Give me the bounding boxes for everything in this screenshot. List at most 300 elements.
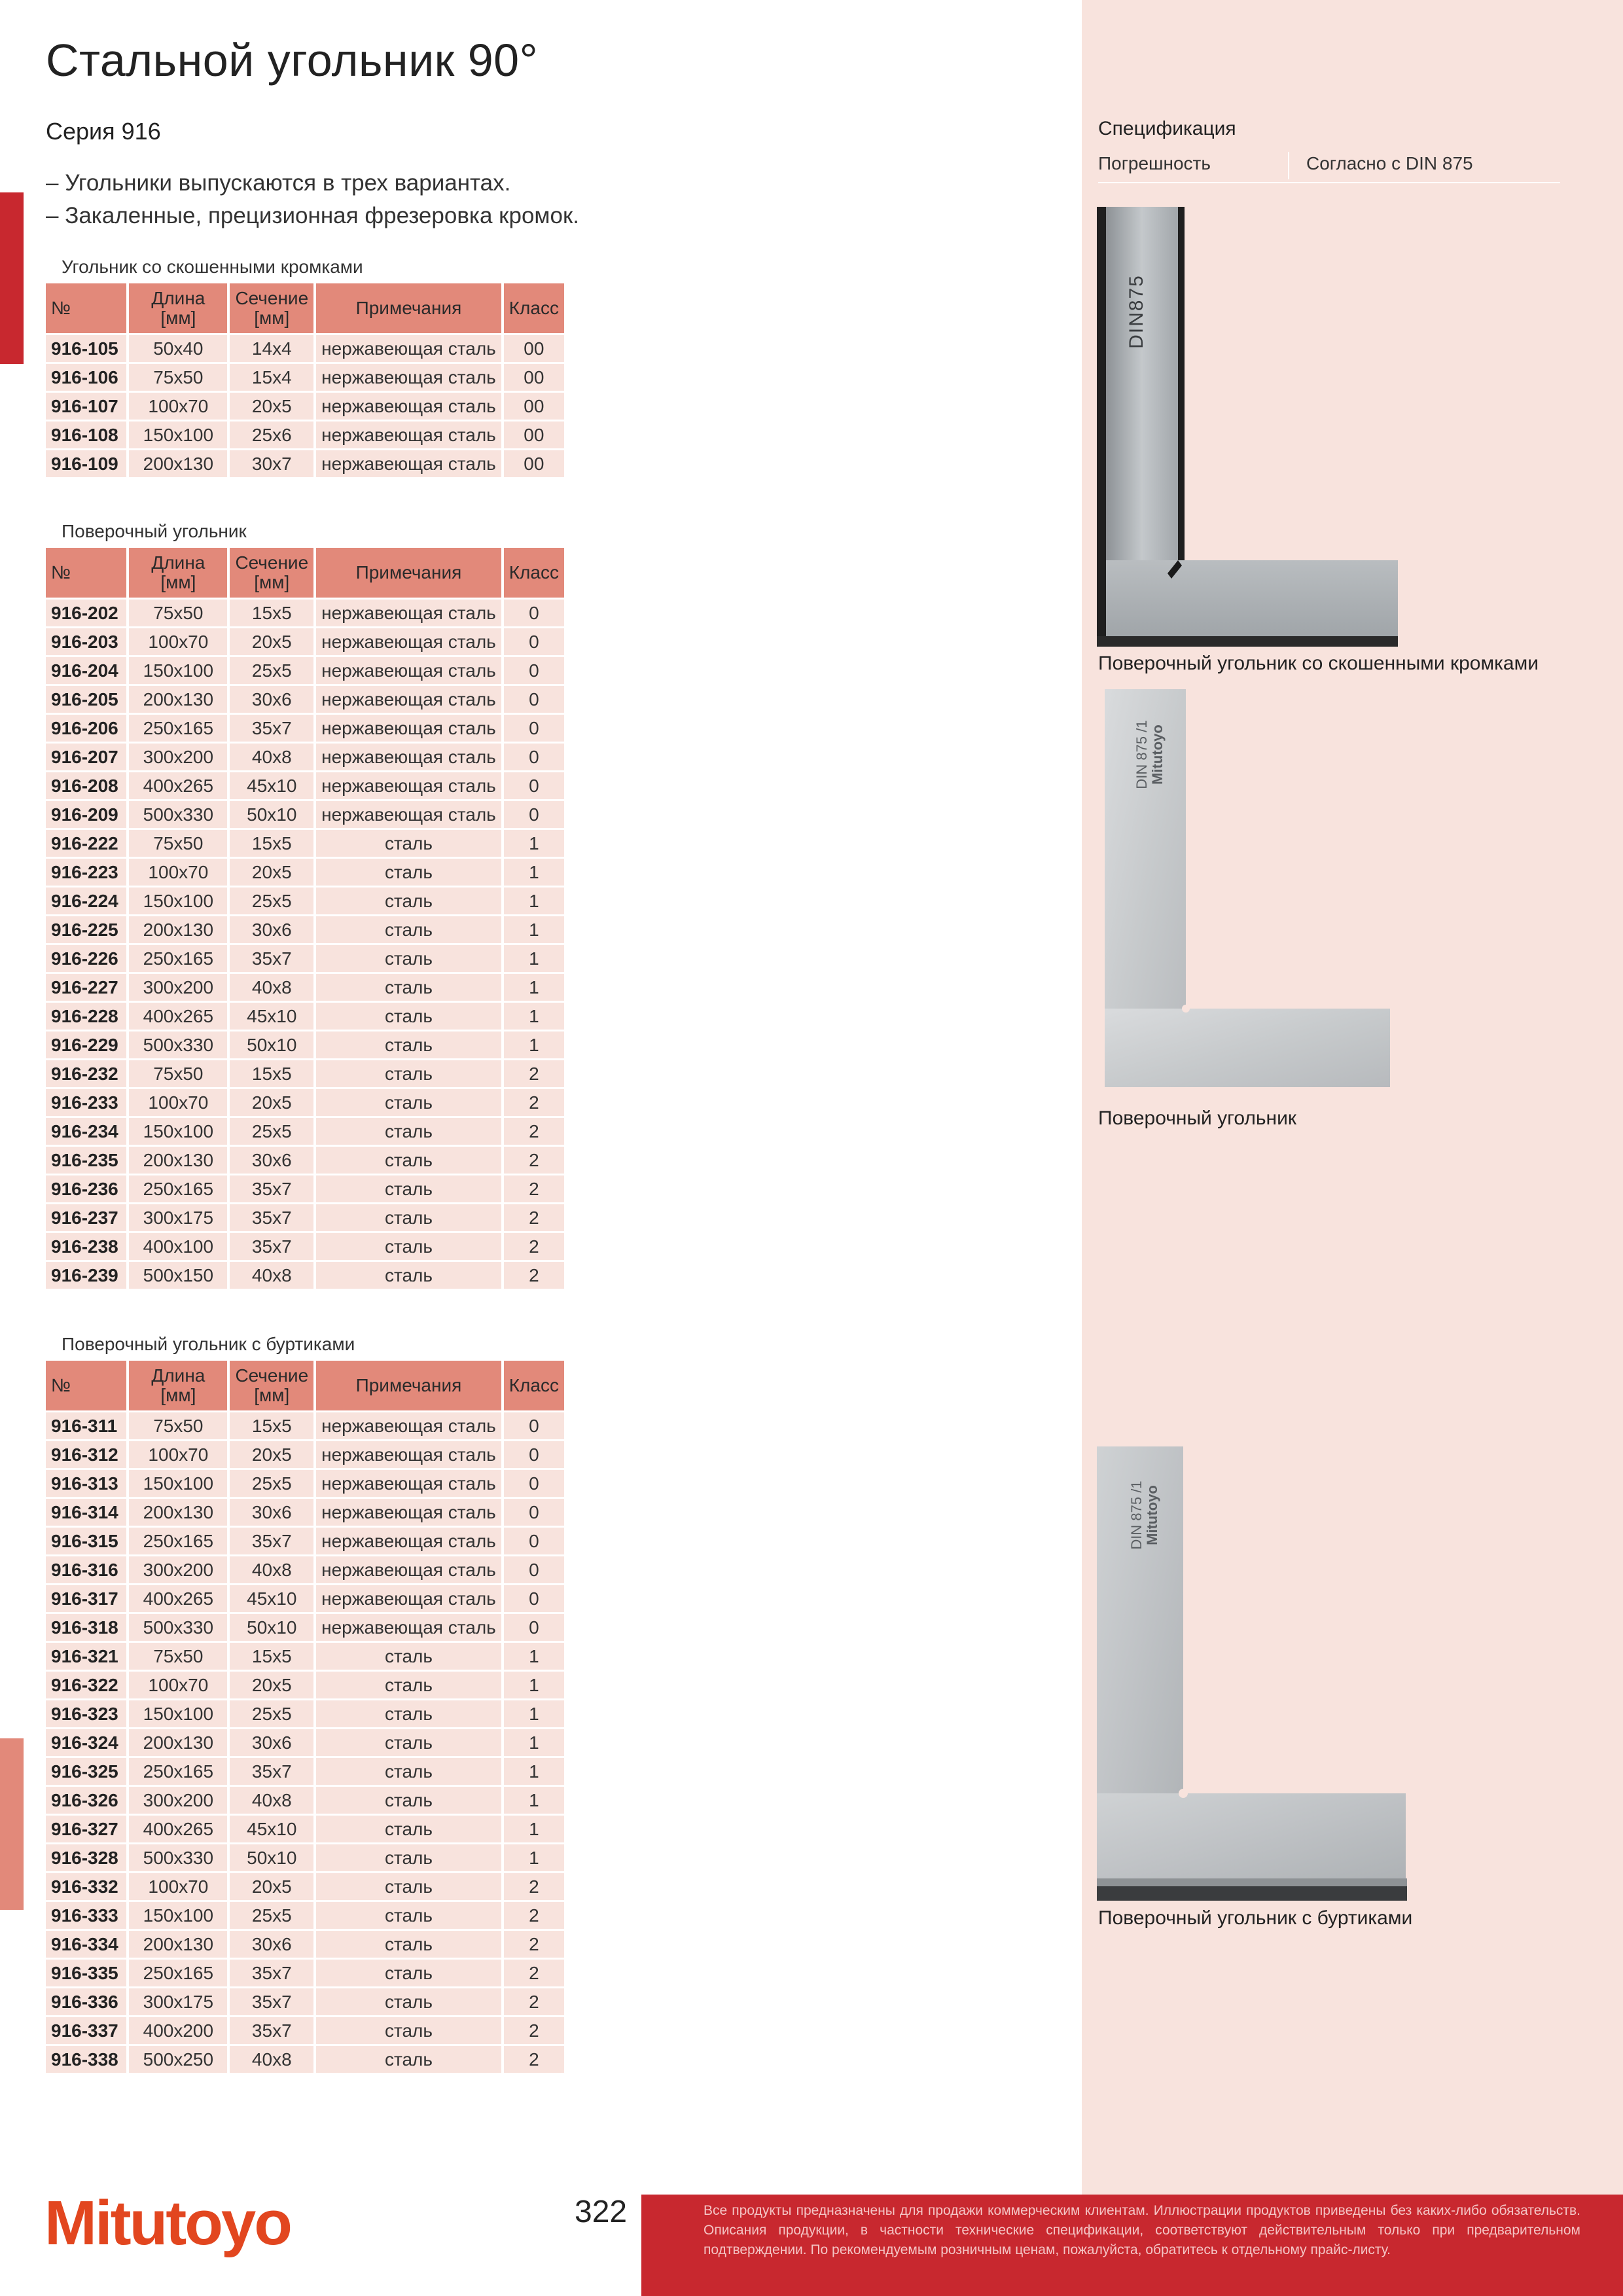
table-row [46, 1787, 564, 1814]
length-cell: 75x50 [129, 1643, 227, 1670]
item-code: 916-314 [46, 1499, 126, 1526]
spec-value: Согласно с DIN 875 [1306, 153, 1473, 173]
length-cell: 300x200 [129, 744, 227, 770]
din-engraving: DIN 875 /1 [1133, 720, 1150, 789]
length-cell: 250x165 [129, 715, 227, 742]
notes-cell: сталь [316, 1233, 501, 1260]
col-header-class: Класс [504, 548, 564, 598]
section-cell: 40x8 [230, 1262, 313, 1289]
length-cell: 100x70 [129, 1672, 227, 1698]
section-cell: 45x10 [230, 1816, 313, 1842]
mitutoyo-logo: Mitutoyo [45, 2188, 291, 2258]
length-cell: 100x70 [129, 1873, 227, 1900]
notes-cell: сталь [316, 1262, 501, 1289]
notes-cell: сталь [316, 1787, 501, 1814]
class-cell: 1 [504, 1787, 564, 1814]
class-cell: 0 [504, 628, 564, 655]
section-cell: 35x7 [230, 1175, 313, 1202]
class-cell: 2 [504, 1988, 564, 2015]
notes-cell: сталь [316, 1147, 501, 1174]
section-cell: 20x5 [230, 1441, 313, 1468]
notes-cell: нержавеющая сталь [316, 393, 501, 420]
item-code: 916-313 [46, 1470, 126, 1497]
table-row [46, 801, 564, 828]
table-row [46, 1988, 564, 2015]
col-header-notes: Примечания [316, 283, 501, 333]
col-header-length: Длина [мм] [129, 548, 227, 598]
section-cell: 35x7 [230, 1960, 313, 1986]
notes-cell: сталь [316, 1816, 501, 1842]
length-cell: 500x330 [129, 801, 227, 828]
section-cell: 40x8 [230, 2046, 313, 2073]
length-cell: 75x50 [129, 1412, 227, 1439]
class-cell: 1 [504, 916, 564, 943]
length-cell: 150x100 [129, 1118, 227, 1145]
notes-cell: нержавеющая сталь [316, 335, 501, 362]
notes-cell: сталь [316, 2046, 501, 2073]
notes-cell: сталь [316, 1003, 501, 1030]
notes-cell: нержавеющая сталь [316, 1470, 501, 1497]
table-caption-surface: Поверочный угольник [62, 521, 247, 541]
side-marker-red [0, 192, 24, 364]
din-engraving: DIN875 [1126, 274, 1147, 349]
section-cell: 40x8 [230, 744, 313, 770]
item-code: 916-325 [46, 1758, 126, 1785]
length-cell: 75x50 [129, 600, 227, 626]
section-cell: 35x7 [230, 2017, 313, 2044]
class-cell: 0 [504, 772, 564, 799]
notes-cell: сталь [316, 1844, 501, 1871]
length-cell: 150x100 [129, 1700, 227, 1727]
item-code: 916-321 [46, 1643, 126, 1670]
caption-surface-square: Поверочный угольник [1098, 1107, 1296, 1129]
notes-cell: сталь [316, 1931, 501, 1958]
item-code: 916-224 [46, 888, 126, 914]
table-surface [43, 546, 567, 1291]
table-row [46, 1060, 564, 1087]
item-code: 916-337 [46, 2017, 126, 2044]
class-cell: 2 [504, 1175, 564, 1202]
section-cell: 35x7 [230, 1528, 313, 1554]
length-cell: 75x50 [129, 830, 227, 857]
table-row [46, 1528, 564, 1554]
section-cell: 15x5 [230, 1412, 313, 1439]
section-cell: 40x8 [230, 1787, 313, 1814]
section-cell: 50x10 [230, 1844, 313, 1871]
notes-cell: нержавеющая сталь [316, 1556, 501, 1583]
item-code: 916-238 [46, 1233, 126, 1260]
table-row [46, 600, 564, 626]
table-row [46, 1499, 564, 1526]
table-row [46, 744, 564, 770]
item-code: 916-322 [46, 1672, 126, 1698]
table-row [46, 1003, 564, 1030]
notes-cell: сталь [316, 1089, 501, 1116]
section-cell: 45x10 [230, 1585, 313, 1612]
length-cell: 200x130 [129, 450, 227, 477]
notes-cell: нержавеющая сталь [316, 450, 501, 477]
section-cell: 45x10 [230, 772, 313, 799]
section-cell: 25x5 [230, 1470, 313, 1497]
class-cell: 1 [504, 1700, 564, 1727]
table-row [46, 1902, 564, 1929]
notes-cell: сталь [316, 1031, 501, 1058]
table-row [46, 1585, 564, 1612]
table-row [46, 1233, 564, 1260]
class-cell: 2 [504, 1089, 564, 1116]
table-row [46, 1873, 564, 1900]
section-cell: 20x5 [230, 1672, 313, 1698]
table-caption-flanged: Поверочный угольник с буртиками [62, 1334, 355, 1354]
class-cell: 0 [504, 1556, 564, 1583]
table-row [46, 1960, 564, 1986]
class-cell: 1 [504, 974, 564, 1001]
class-cell: 00 [504, 422, 564, 448]
col-header-length: Длина [мм] [129, 1361, 227, 1410]
table-row [46, 1729, 564, 1756]
length-cell: 500x250 [129, 2046, 227, 2073]
table-row [46, 945, 564, 972]
notes-cell: нержавеющая сталь [316, 801, 501, 828]
col-header-class: Класс [504, 1361, 564, 1410]
table-row [46, 1758, 564, 1785]
table-row [46, 715, 564, 742]
table-row [46, 657, 564, 684]
table-row [46, 686, 564, 713]
length-cell: 75x50 [129, 364, 227, 391]
class-cell: 0 [504, 1470, 564, 1497]
length-cell: 75x50 [129, 1060, 227, 1087]
feature-item: – Угольники выпускаются в трех вариантах. [46, 167, 579, 200]
class-cell: 1 [504, 830, 564, 857]
bevelled-square-image [1097, 207, 1411, 647]
class-cell: 1 [504, 1672, 564, 1698]
col-header-section: Сечение [мм] [230, 283, 313, 333]
section-cell: 15x5 [230, 830, 313, 857]
table-row [46, 422, 564, 448]
spec-row [1098, 149, 1560, 183]
section-cell: 20x5 [230, 859, 313, 886]
class-cell: 00 [504, 335, 564, 362]
item-code: 916-227 [46, 974, 126, 1001]
notes-cell: нержавеющая сталь [316, 628, 501, 655]
col-header-notes: Примечания [316, 548, 501, 598]
length-cell: 250x165 [129, 1960, 227, 1986]
series-label: Серия 916 [46, 118, 161, 145]
feature-list [46, 167, 579, 232]
item-code: 916-229 [46, 1031, 126, 1058]
section-cell: 25x5 [230, 657, 313, 684]
section-cell: 15x5 [230, 1643, 313, 1670]
section-cell: 25x6 [230, 422, 313, 448]
table-row [46, 364, 564, 391]
caption-flanged-square: Поверочный угольник с буртиками [1098, 1907, 1413, 1929]
table-row [46, 1816, 564, 1842]
table-row [46, 2017, 564, 2044]
spec-divider [1288, 152, 1289, 179]
section-cell: 20x5 [230, 628, 313, 655]
section-cell: 15x5 [230, 1060, 313, 1087]
section-cell: 30x6 [230, 1931, 313, 1958]
length-cell: 300x200 [129, 1787, 227, 1814]
item-code: 916-232 [46, 1060, 126, 1087]
table-row [46, 628, 564, 655]
length-cell: 150x100 [129, 657, 227, 684]
section-cell: 30x6 [230, 1499, 313, 1526]
item-code: 916-234 [46, 1118, 126, 1145]
item-code: 916-311 [46, 1412, 126, 1439]
section-cell: 20x5 [230, 1089, 313, 1116]
item-code: 916-324 [46, 1729, 126, 1756]
surface-square-image [1105, 689, 1393, 1087]
table-row [46, 772, 564, 799]
class-cell: 2 [504, 1262, 564, 1289]
length-cell: 200x130 [129, 916, 227, 943]
footer-disclaimer: Все продукты предназначены для продажи коммерческим клиентам. Иллюстрации продуктов приведены без каких-либо обязательств. Описания продукции, в частности технические спецификации, соответствуют действительным только при предварительном подтверждении. По рекомендуемым розничным ценам, пожалуйста, обратитесь к отдельному прайс-листу. [704, 2203, 1580, 2257]
caption-bevelled-square: Поверочный угольник со скошенными кромками [1098, 653, 1539, 674]
class-cell: 2 [504, 1118, 564, 1145]
table-row [46, 1031, 564, 1058]
length-cell: 500x150 [129, 1262, 227, 1289]
item-code: 916-316 [46, 1556, 126, 1583]
length-cell: 400x265 [129, 1585, 227, 1612]
item-code: 916-225 [46, 916, 126, 943]
item-code: 916-315 [46, 1528, 126, 1554]
table-row [46, 450, 564, 477]
section-cell: 20x5 [230, 393, 313, 420]
table-row [46, 1441, 564, 1468]
col-header-class: Класс [504, 283, 564, 333]
length-cell: 100x70 [129, 1441, 227, 1468]
table-row [46, 859, 564, 886]
class-cell: 2 [504, 1931, 564, 1958]
item-code: 916-333 [46, 1902, 126, 1929]
item-code: 916-338 [46, 2046, 126, 2073]
notes-cell: нержавеющая сталь [316, 715, 501, 742]
item-code: 916-327 [46, 1816, 126, 1842]
item-code: 916-209 [46, 801, 126, 828]
class-cell: 0 [504, 1614, 564, 1641]
item-code: 916-236 [46, 1175, 126, 1202]
page-number: 322 [575, 2195, 628, 2229]
class-cell: 1 [504, 1758, 564, 1785]
section-cell: 50x10 [230, 1614, 313, 1641]
section-cell: 30x7 [230, 450, 313, 477]
class-cell: 0 [504, 744, 564, 770]
item-code: 916-317 [46, 1585, 126, 1612]
item-code: 916-334 [46, 1931, 126, 1958]
item-code: 916-326 [46, 1787, 126, 1814]
length-cell: 150x100 [129, 1902, 227, 1929]
class-cell: 0 [504, 1528, 564, 1554]
notes-cell: нержавеющая сталь [316, 1441, 501, 1468]
class-cell: 2 [504, 2046, 564, 2073]
section-cell: 25x5 [230, 1902, 313, 1929]
length-cell: 200x130 [129, 1729, 227, 1756]
class-cell: 1 [504, 859, 564, 886]
notes-cell: нержавеющая сталь [316, 657, 501, 684]
table-row [46, 830, 564, 857]
item-code: 916-335 [46, 1960, 126, 1986]
length-cell: 250x165 [129, 945, 227, 972]
section-cell: 40x8 [230, 974, 313, 1001]
length-cell: 250x165 [129, 1528, 227, 1554]
item-code: 916-108 [46, 422, 126, 448]
item-code: 916-205 [46, 686, 126, 713]
section-cell: 45x10 [230, 1003, 313, 1030]
length-cell: 400x265 [129, 1816, 227, 1842]
item-code: 916-328 [46, 1844, 126, 1871]
item-code: 916-105 [46, 335, 126, 362]
notes-cell: нержавеющая сталь [316, 422, 501, 448]
item-code: 916-228 [46, 1003, 126, 1030]
section-cell: 35x7 [230, 715, 313, 742]
table-row [46, 1412, 564, 1439]
class-cell: 2 [504, 1873, 564, 1900]
class-cell: 0 [504, 1412, 564, 1439]
table-row [46, 1931, 564, 1958]
item-code: 916-237 [46, 1204, 126, 1231]
length-cell: 400x200 [129, 2017, 227, 2044]
length-cell: 100x70 [129, 628, 227, 655]
table-row [46, 393, 564, 420]
class-cell: 00 [504, 393, 564, 420]
table-row [46, 1556, 564, 1583]
item-code: 916-203 [46, 628, 126, 655]
item-code: 916-223 [46, 859, 126, 886]
class-cell: 2 [504, 1147, 564, 1174]
section-cell: 35x7 [230, 1988, 313, 2015]
brand-engraving: Mitutoyo [1144, 1485, 1160, 1545]
col-header-no: № [46, 1361, 126, 1410]
class-cell: 0 [504, 686, 564, 713]
length-cell: 200x130 [129, 686, 227, 713]
notes-cell: сталь [316, 1960, 501, 1986]
item-code: 916-208 [46, 772, 126, 799]
item-code: 916-318 [46, 1614, 126, 1641]
item-code: 916-107 [46, 393, 126, 420]
length-cell: 300x175 [129, 1204, 227, 1231]
notes-cell: сталь [316, 1988, 501, 2015]
item-code: 916-239 [46, 1262, 126, 1289]
length-cell: 150x100 [129, 1470, 227, 1497]
class-cell: 1 [504, 1643, 564, 1670]
table-row [46, 1614, 564, 1641]
item-code: 916-106 [46, 364, 126, 391]
notes-cell: нержавеющая сталь [316, 1412, 501, 1439]
notes-cell: нержавеющая сталь [316, 1614, 501, 1641]
length-cell: 300x175 [129, 1988, 227, 2015]
class-cell: 0 [504, 1585, 564, 1612]
section-cell: 30x6 [230, 1147, 313, 1174]
length-cell: 500x330 [129, 1844, 227, 1871]
table-caption-bevelled: Угольник со скошенными кромками [62, 257, 363, 277]
class-cell: 00 [504, 450, 564, 477]
class-cell: 1 [504, 1003, 564, 1030]
class-cell: 2 [504, 2017, 564, 2044]
table-row [46, 1262, 564, 1289]
item-code: 916-222 [46, 830, 126, 857]
col-header-section: Сечение [мм] [230, 1361, 313, 1410]
item-code: 916-206 [46, 715, 126, 742]
table-row [46, 2046, 564, 2073]
section-cell: 20x5 [230, 1873, 313, 1900]
class-cell: 1 [504, 1816, 564, 1842]
flanged-square-image [1097, 1446, 1407, 1902]
class-cell: 2 [504, 1960, 564, 1986]
length-cell: 250x165 [129, 1175, 227, 1202]
notes-cell: нержавеющая сталь [316, 1585, 501, 1612]
col-header-length: Длина [мм] [129, 283, 227, 333]
section-cell: 35x7 [230, 1233, 313, 1260]
item-code: 916-312 [46, 1441, 126, 1468]
class-cell: 0 [504, 801, 564, 828]
item-code: 916-202 [46, 600, 126, 626]
table-row [46, 1175, 564, 1202]
item-code: 916-323 [46, 1700, 126, 1727]
length-cell: 100x70 [129, 393, 227, 420]
class-cell: 0 [504, 657, 564, 684]
class-cell: 0 [504, 715, 564, 742]
notes-cell: сталь [316, 974, 501, 1001]
page-title: Стальной угольник 90° [46, 35, 539, 86]
section-cell: 30x6 [230, 916, 313, 943]
class-cell: 2 [504, 1060, 564, 1087]
length-cell: 150x100 [129, 422, 227, 448]
notes-cell: сталь [316, 859, 501, 886]
section-cell: 40x8 [230, 1556, 313, 1583]
notes-cell: нержавеющая сталь [316, 364, 501, 391]
length-cell: 200x130 [129, 1147, 227, 1174]
table-row [46, 1470, 564, 1497]
length-cell: 100x70 [129, 1089, 227, 1116]
notes-cell: сталь [316, 1700, 501, 1727]
table-row [46, 888, 564, 914]
table-row [46, 1700, 564, 1727]
brand-engraving: Mitutoyo [1149, 725, 1166, 785]
notes-cell: сталь [316, 1643, 501, 1670]
notes-cell: сталь [316, 1204, 501, 1231]
item-code: 916-332 [46, 1873, 126, 1900]
section-cell: 14x4 [230, 335, 313, 362]
item-code: 916-109 [46, 450, 126, 477]
section-cell: 15x5 [230, 600, 313, 626]
notes-cell: сталь [316, 1873, 501, 1900]
item-code: 916-207 [46, 744, 126, 770]
notes-cell: нержавеющая сталь [316, 1499, 501, 1526]
section-cell: 35x7 [230, 1758, 313, 1785]
notes-cell: сталь [316, 1902, 501, 1929]
table-row [46, 1643, 564, 1670]
notes-cell: сталь [316, 1118, 501, 1145]
length-cell: 300x200 [129, 974, 227, 1001]
class-cell: 2 [504, 1902, 564, 1929]
section-cell: 15x4 [230, 364, 313, 391]
section-cell: 50x10 [230, 801, 313, 828]
item-code: 916-336 [46, 1988, 126, 2015]
table-row [46, 1118, 564, 1145]
length-cell: 50x40 [129, 335, 227, 362]
length-cell: 200x130 [129, 1499, 227, 1526]
class-cell: 0 [504, 1441, 564, 1468]
table-row [46, 1204, 564, 1231]
notes-cell: сталь [316, 1060, 501, 1087]
table-row [46, 1147, 564, 1174]
notes-cell: сталь [316, 2017, 501, 2044]
din-engraving: DIN 875 /1 [1128, 1480, 1145, 1550]
spec-title: Спецификация [1098, 118, 1236, 139]
item-code: 916-233 [46, 1089, 126, 1116]
